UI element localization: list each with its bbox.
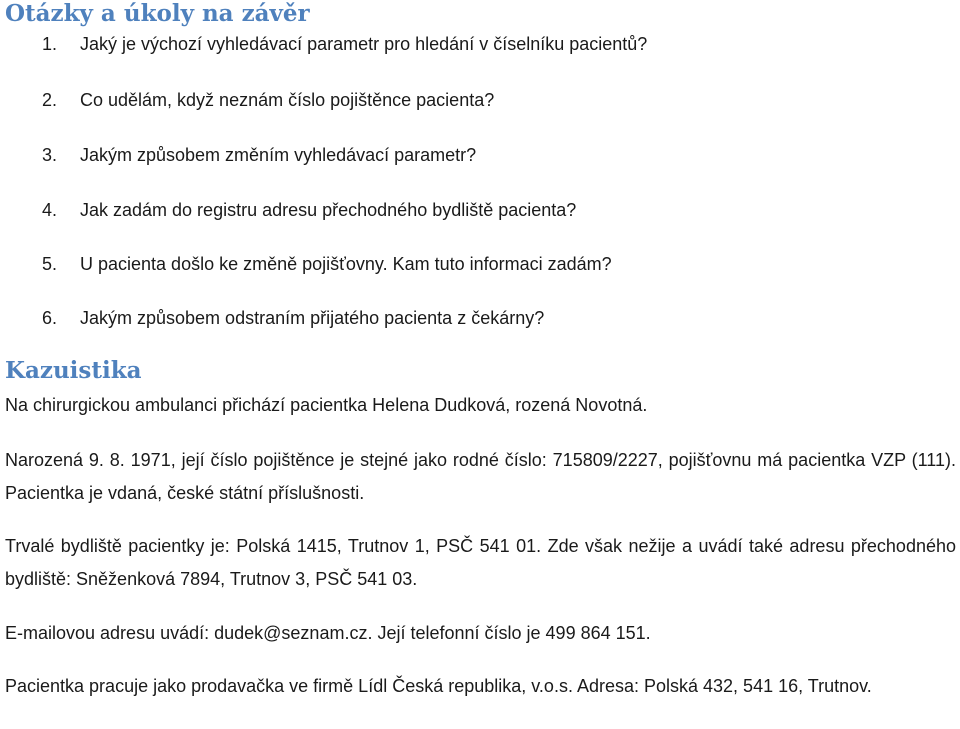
question-text: U pacienta došlo ke změně pojišťovny. Kam tuto informaci zadám? — [80, 254, 612, 274]
case-paragraph-address: Trvalé bydliště pacientky je: Polská 1415, Trutnov 1, PSČ 541 01. Zde však nežije a uvádí také adresu přechodného bydliště: Sněženková 7894, Trutnov 3, PSČ 541 03. — [5, 536, 956, 589]
question-text: Jakým způsobem odstraním přijatého pacienta z čekárny? — [80, 308, 545, 328]
question-number: 1. — [42, 34, 58, 54]
question-item — [5, 197, 956, 223]
question-number: 2. — [42, 90, 58, 110]
section-title: Otázky a úkoly na závěr — [5, 0, 310, 27]
case-paragraph-birth-insurance: Narozená 9. 8. 1971, její číslo pojištěnce je stejné jako rodné číslo: 715809/2227, pojišťovnu má pacientka VZP (111). Pacientka je vdaná, české státní příslušnosti. — [5, 450, 956, 503]
case-paragraph-intro: Na chirurgickou ambulanci přichází pacientka Helena Dudková, rozená Novotná. — [5, 395, 648, 415]
question-number: 4. — [42, 200, 58, 220]
question-text: Jak zadám do registru adresu přechodného bydliště pacienta? — [80, 200, 577, 220]
case-paragraph-employer: Pacientka pracuje jako prodavačka ve firmě Lídl Česká republika, v.o.s. Adresa: Polská 432, 541 16, Trutnov. — [5, 676, 872, 696]
question-text: Jakým způsobem změním vyhledávací parametr? — [80, 145, 477, 165]
question-item — [5, 31, 956, 57]
question-text: Co udělám, když neznám číslo pojištěnce pacienta? — [80, 90, 495, 110]
question-item — [5, 305, 956, 331]
case-study-title: Kazuistika — [5, 357, 142, 384]
question-number: 6. — [42, 308, 58, 328]
question-text: Jaký je výchozí vyhledávací parametr pro hledání v číselníku pacientů? — [80, 34, 648, 54]
question-item — [5, 142, 956, 168]
question-item — [5, 87, 956, 113]
question-number: 3. — [42, 145, 58, 165]
question-item — [5, 251, 956, 277]
question-number: 5. — [42, 254, 58, 274]
case-paragraph-contact: E-mailovou adresu uvádí: dudek@seznam.cz. Její telefonní číslo je 499 864 151. — [5, 623, 651, 643]
